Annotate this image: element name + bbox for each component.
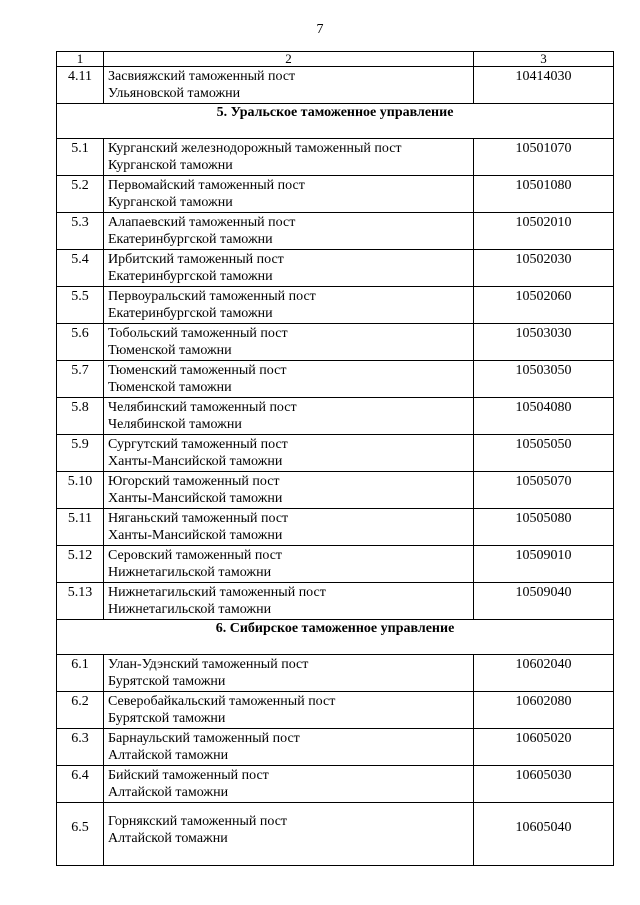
- table-row: [57, 250, 614, 287]
- post-code: 10509040: [474, 583, 614, 620]
- table-body: [57, 67, 614, 866]
- customs-name: Бурятской таможни: [108, 674, 226, 689]
- post-code: 10501080: [474, 176, 614, 213]
- post-code: 10505050: [474, 435, 614, 472]
- customs-name: Бурятской таможни: [108, 711, 226, 726]
- post-code: 10605030: [474, 766, 614, 803]
- post-name: Первомайский таможенный пост: [108, 178, 305, 193]
- row-number: 5.3: [57, 213, 104, 250]
- customs-name: Челябинской таможни: [108, 417, 242, 432]
- table-row: [57, 324, 614, 361]
- row-number: 5.1: [57, 139, 104, 176]
- post-name: Алапаевский таможенный пост: [108, 215, 296, 230]
- post-name: Ирбитский таможенный пост: [108, 252, 284, 267]
- post-name: Югорский таможенный пост: [108, 474, 280, 489]
- table-row: [57, 655, 614, 692]
- row-number: 5.12: [57, 546, 104, 583]
- customs-name: Алтайской томажни: [108, 831, 228, 846]
- table-row: [57, 546, 614, 583]
- post-name: Тобольский таможенный пост: [108, 326, 288, 341]
- customs-name: Ханты-Мансийской таможни: [108, 528, 283, 543]
- customs-name: Тюменской таможни: [108, 380, 232, 395]
- post-code: 10602040: [474, 655, 614, 692]
- post-name-cell: [104, 361, 474, 398]
- post-name-cell: [104, 546, 474, 583]
- post-name-cell: [104, 176, 474, 213]
- post-code: 10602080: [474, 692, 614, 729]
- customs-name: Екатеринбургской таможни: [108, 269, 273, 284]
- post-code: 10503030: [474, 324, 614, 361]
- customs-name: Ханты-Мансийской таможни: [108, 454, 283, 469]
- post-name: Серовский таможенный пост: [108, 548, 283, 563]
- table-row: [57, 435, 614, 472]
- customs-posts-table: [56, 51, 614, 866]
- post-name-cell: [104, 803, 474, 866]
- header-col-3: 3: [474, 52, 614, 67]
- table-row: [57, 176, 614, 213]
- post-name: Барнаульский таможенный пост: [108, 731, 300, 746]
- row-number: 5.13: [57, 583, 104, 620]
- table-row: [57, 287, 614, 324]
- row-number: 5.8: [57, 398, 104, 435]
- table-row: [57, 361, 614, 398]
- post-code: 10504080: [474, 398, 614, 435]
- post-name: Челябинский таможенный пост: [108, 400, 297, 415]
- post-name: Сургутский таможенный пост: [108, 437, 288, 452]
- table-row: [57, 67, 614, 104]
- row-number: 6.5: [57, 803, 104, 866]
- row-number: 5.4: [57, 250, 104, 287]
- post-code: 10502010: [474, 213, 614, 250]
- post-name-cell: [104, 509, 474, 546]
- header-col-1: 1: [57, 52, 104, 67]
- row-number: 5.7: [57, 361, 104, 398]
- row-number: 6.2: [57, 692, 104, 729]
- row-number: 6.3: [57, 729, 104, 766]
- post-code: 10509010: [474, 546, 614, 583]
- post-name: Курганский железнодорожный таможенный пост: [108, 141, 402, 156]
- post-name-cell: [104, 655, 474, 692]
- row-number: 5.5: [57, 287, 104, 324]
- post-name-cell: [104, 324, 474, 361]
- post-name: Улан-Удэнский таможенный пост: [108, 657, 309, 672]
- row-number: 5.6: [57, 324, 104, 361]
- table-row: [57, 139, 614, 176]
- post-name-cell: [104, 472, 474, 509]
- post-name: Горнякский таможенный пост: [108, 814, 288, 829]
- post-name: Няганьский таможенный пост: [108, 511, 289, 526]
- post-code: 10502030: [474, 250, 614, 287]
- customs-name: Нижнетагильской таможни: [108, 602, 272, 617]
- section-cell: [57, 104, 614, 139]
- row-number: 5.9: [57, 435, 104, 472]
- customs-name: Алтайской таможни: [108, 785, 229, 800]
- section-cell: [57, 620, 614, 655]
- section-row: [57, 620, 614, 655]
- post-name-cell: [104, 213, 474, 250]
- post-code: 10505070: [474, 472, 614, 509]
- post-code: 10503050: [474, 361, 614, 398]
- table-row: [57, 692, 614, 729]
- post-name: Засвияжский таможенный пост: [108, 69, 296, 84]
- post-name: Тюменский таможенный пост: [108, 363, 287, 378]
- post-name: Нижнетагильский таможенный пост: [108, 585, 326, 600]
- table-row: [57, 803, 614, 866]
- post-name: Первоуральский таможенный пост: [108, 289, 316, 304]
- post-code: 10505080: [474, 509, 614, 546]
- table-row: [57, 213, 614, 250]
- table-row: [57, 729, 614, 766]
- post-name-cell: [104, 250, 474, 287]
- customs-name: Нижнетагильской таможни: [108, 565, 272, 580]
- row-number: 6.1: [57, 655, 104, 692]
- row-number: 5.11: [57, 509, 104, 546]
- post-name-cell: [104, 435, 474, 472]
- section-title: 6. Сибирское таможенное управление: [215, 621, 455, 636]
- row-number: 6.4: [57, 766, 104, 803]
- post-code: 10501070: [474, 139, 614, 176]
- customs-name: Тюменской таможни: [108, 343, 232, 358]
- post-name: Северобайкальский таможенный пост: [108, 694, 336, 709]
- post-code: 10605040: [474, 803, 614, 866]
- customs-name: Екатеринбургской таможни: [108, 306, 273, 321]
- post-name-cell: [104, 139, 474, 176]
- table-row: [57, 509, 614, 546]
- customs-name: Екатеринбургской таможни: [108, 232, 273, 247]
- row-number: 4.11: [57, 67, 104, 104]
- table-row: [57, 398, 614, 435]
- post-name-cell: [104, 729, 474, 766]
- post-code: 10605020: [474, 729, 614, 766]
- row-number: 5.2: [57, 176, 104, 213]
- post-code: 10502060: [474, 287, 614, 324]
- post-name: Бийский таможенный пост: [108, 768, 269, 783]
- table-row: [57, 766, 614, 803]
- post-name-cell: [104, 398, 474, 435]
- customs-name: Курганской таможни: [108, 158, 233, 173]
- post-name-cell: [104, 692, 474, 729]
- post-code: 10414030: [474, 67, 614, 104]
- header-col-2: 2: [104, 52, 474, 67]
- customs-name: Ульяновской таможни: [108, 86, 241, 101]
- customs-name: Ханты-Мансийской таможни: [108, 491, 283, 506]
- table-header-row: [57, 52, 614, 67]
- row-number: 5.10: [57, 472, 104, 509]
- page-number: 7: [316, 22, 324, 37]
- section-row: [57, 104, 614, 139]
- section-title: 5. Уральское таможенное управление: [216, 105, 454, 120]
- post-name-cell: [104, 766, 474, 803]
- table-row: [57, 472, 614, 509]
- post-name-cell: [104, 583, 474, 620]
- post-name-cell: [104, 287, 474, 324]
- customs-name: Алтайской таможни: [108, 748, 229, 763]
- customs-name: Курганской таможни: [108, 195, 233, 210]
- table-row: [57, 583, 614, 620]
- post-name-cell: [104, 67, 474, 104]
